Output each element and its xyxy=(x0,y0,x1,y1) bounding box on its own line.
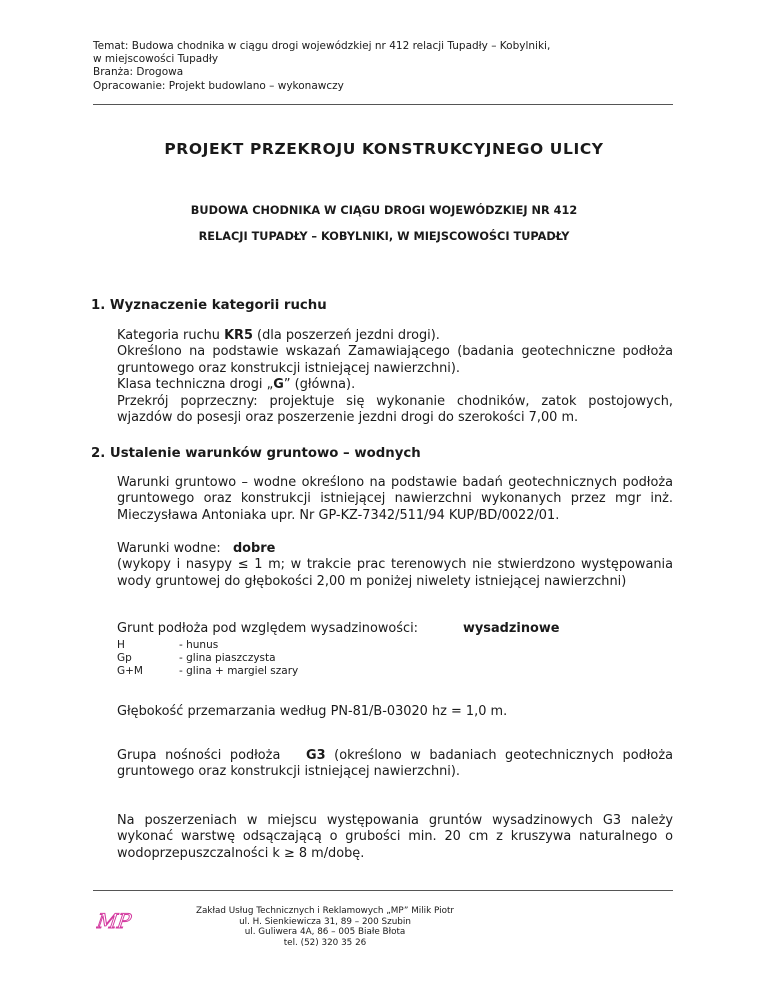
water-conditions-note: (wykopy i nasypy ≤ 1 m; w trakcie prac terenowych nie stwierdzono występowania wody gruntowej do głębokości 2,00 m poniżej niwelety istniejącej nawierzchni) xyxy=(117,557,673,589)
company-phone: tel. (52) 320 35 26 xyxy=(283,937,367,948)
water-conditions-label: Warunki wodne: xyxy=(117,541,233,556)
soil-symbol: G+M xyxy=(117,665,143,677)
traffic-category-note: (dla poszerzeń jezdni drogi). xyxy=(252,328,440,343)
bearing-group-label: Grupa nośności podłoża xyxy=(117,748,307,763)
company-footer xyxy=(170,906,480,948)
widening-note: Na poszerzeniach w miejscu występowania gruntów wysadzinowych G3 należy wykonać warstwę odsączającą o grubości min. 20 cm z kruszywa naturalnego o wodoprzepuszczalności k ≥ 8 m/dobę. xyxy=(117,813,673,861)
road-class xyxy=(117,377,673,393)
soil-conditions-text xyxy=(117,475,673,524)
soil-description: - glina + margiel szary xyxy=(179,665,299,677)
document-title: PROJEKT PRZEKROJU KONSTRUKCYJNEGO ULICY xyxy=(164,140,604,158)
frost-susceptibility-row xyxy=(117,621,673,637)
frost-susceptibility-value: wysadzinowe xyxy=(463,621,560,636)
document-header xyxy=(93,40,673,93)
traffic-determination: Określono na podstawie wskazań Zamawiającego (badania geotechniczne podłoża gruntowego oraz konstrukcji istniejącej nawierzchni). xyxy=(117,344,673,376)
header-document-type: Opracowanie: Projekt budowlano – wykonawczy xyxy=(93,79,344,92)
company-address-2: ul. Guliwera 4A, 86 – 005 Białe Błota xyxy=(244,927,406,938)
section2-heading: 2. Ustalenie warunków gruntowo – wodnych xyxy=(91,446,421,461)
bearing-group-paragraph xyxy=(117,748,673,781)
header-topic-line1: Temat: Budowa chodnika w ciągu drogi wojewódzkiej nr 412 relacji Tupadły – Kobylniki, xyxy=(93,40,551,52)
water-conditions xyxy=(117,541,673,590)
bearing-group-note: (określono w badaniach geotechnicznych podłoża gruntowego oraz konstrukcji istniejącej nawierzchni). xyxy=(117,748,673,780)
section1-body xyxy=(117,328,673,426)
header-branch: Branża: Drogowa xyxy=(93,66,184,79)
soil-symbol: H xyxy=(117,639,125,651)
header-topic-line2: w miejscowości Tupadły xyxy=(93,53,219,66)
traffic-category-value: KR5 xyxy=(224,328,253,343)
footer-divider xyxy=(93,890,673,891)
company-address-1: ul. H. Sienkiewicza 31, 89 – 200 Szubin xyxy=(239,916,411,927)
water-conditions-value: dobre xyxy=(232,541,276,556)
company-name: Zakład Usług Technicznych i Reklamowych „MP” Milik Piotr xyxy=(195,906,455,916)
water-conditions-line xyxy=(117,541,673,557)
soil-conditions-paragraph: Warunki gruntowo – wodne określono na podstawie badań geotechnicznych podłoża gruntowego oraz konstrukcji istniejącej nawierzchni wykonanych przez mgr inż. Mieczysława Antoniaka upr. Nr GP-KZ-7342/511/94 KUP/BD/0022/01. xyxy=(117,475,673,523)
freeze-depth-text: Głębokość przemarzania według PN-81/B-03020 hz = 1,0 m. xyxy=(117,704,508,719)
soil-symbol: Gp xyxy=(117,652,132,664)
road-class-value: G xyxy=(273,377,284,393)
subtitle-line1: BUDOWA CHODNIKA W CIĄGU DROGI WOJEWÓDZKIEJ NR 412 xyxy=(190,204,578,217)
road-class-note: ” (główna). xyxy=(283,377,356,393)
subtitle-line2: RELACJI TUPADŁY – KOBYLNIKI, W MIEJSCOWOŚCI TUPADŁY xyxy=(198,230,570,243)
traffic-category-label: Kategoria ruchu xyxy=(117,328,225,343)
bearing-group-text xyxy=(117,748,673,781)
frost-susceptibility-label: Grunt podłoża pod względem wysadzinowości: xyxy=(117,621,418,636)
section1-heading: 1. Wyznaczenie kategorii ruchu xyxy=(91,298,327,313)
road-class-label: Klasa techniczna drogi „ xyxy=(117,377,274,393)
logo-text: MP xyxy=(96,909,133,933)
cross-section-text: Przekrój poprzeczny: projektuje się wykonanie chodników, zatok postojowych, wjazdów do posesji oraz poszerzenie jezdni drogi do szerokości 7,00 m. xyxy=(117,393,673,426)
header-divider xyxy=(93,104,673,105)
traffic-category xyxy=(117,328,673,344)
soil-description: - glina piaszczysta xyxy=(179,652,276,664)
soil-description: - hunus xyxy=(179,639,219,651)
company-logo xyxy=(96,900,136,940)
bearing-group-value: G3 xyxy=(306,748,326,763)
